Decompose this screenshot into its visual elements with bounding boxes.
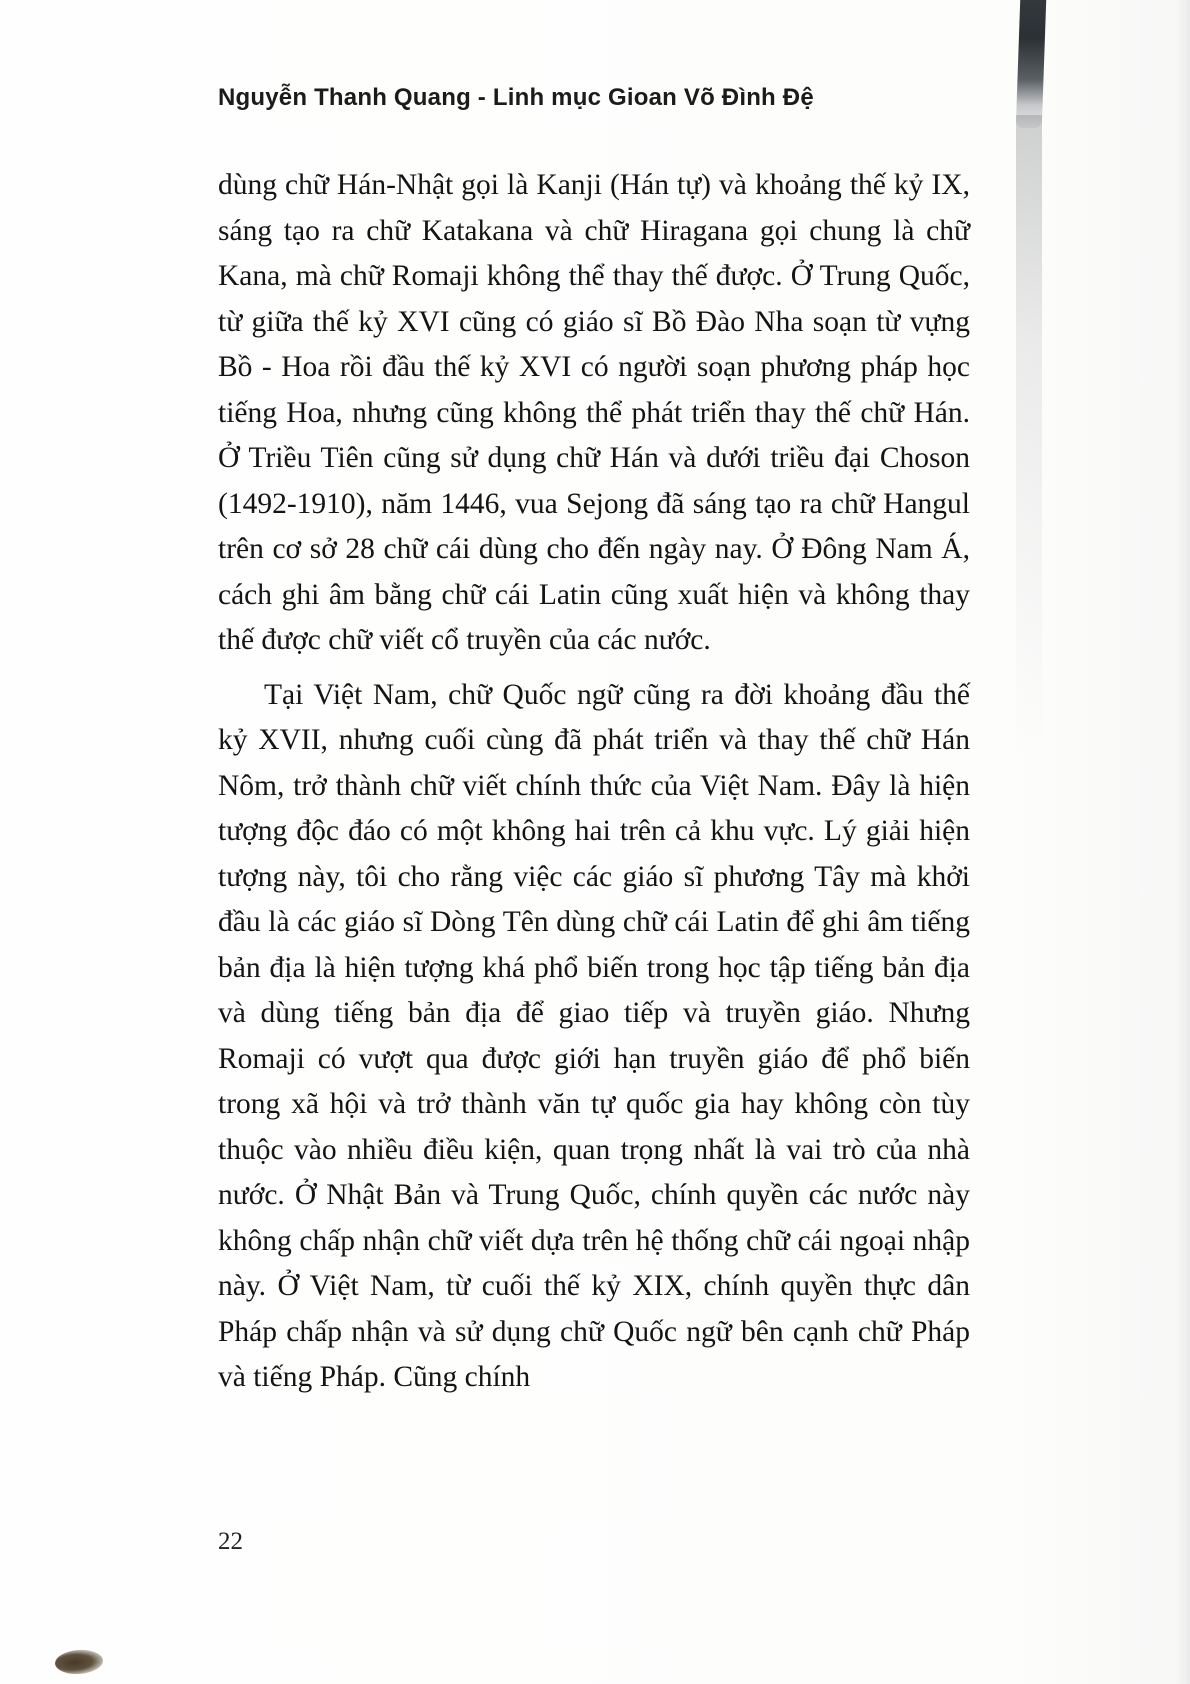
body-text xyxy=(218,163,970,1401)
paragraph-continued: dùng chữ Hán-Nhật gọi là Kanji (Hán tự) và khoảng thế kỷ IX, sáng tạo ra chữ Katakana và chữ Hiragana gọi chung là chữ Kana, mà chữ Romaji không thể thay thế được. Ở Trung Quốc, từ giữa thế kỷ XVI cũng có giáo sĩ Bồ Đào Nha soạn từ vựng Bồ - Hoa rồi đầu thế kỷ XVI có người soạn phương pháp học tiếng Hoa, nhưng cũng không thể phát triển thay thế chữ Hán. Ở Triều Tiên cũng sử dụng chữ Hán và dưới triều đại Choson (1492-1910), năm 1446, vua Sejong đã sáng tạo ra chữ Hangul trên cơ sở 28 chữ cái dùng cho đến ngày nay. Ở Đông Nam Á, cách ghi âm bằng chữ cái Latin cũng xuất hiện và không thay thế được chữ viết cổ truyền của các nước. xyxy=(218,169,970,656)
scan-shadow-page-edge xyxy=(1176,0,1190,1684)
page-number: 22 xyxy=(218,1528,243,1555)
running-header: Nguyễn Thanh Quang - Linh mục Gioan Võ Đình Đệ xyxy=(218,84,814,111)
scan-shadow-right-edge xyxy=(1016,115,1042,755)
scan-smudge-bottom-left xyxy=(54,1648,104,1675)
paragraph: Tại Việt Nam, chữ Quốc ngữ cũng ra đời khoảng đầu thế kỷ XVII, nhưng cuối cùng đã phát triển và thay thế chữ Hán Nôm, trở thành chữ viết chính thức của Việt Nam. Đây là hiện tượng độc đáo có một không hai trên cả khu vực. Lý giải hiện tượng này, tôi cho rằng việc các giáo sĩ phương Tây mà khởi đầu là các giáo sĩ Dòng Tên dùng chữ cái Latin để ghi âm tiếng bản địa là hiện tượng khá phổ biến trong học tập tiếng bản địa và dùng tiếng bản địa để giao tiếp và truyền giáo. Nhưng Romaji có vượt qua được giới hạn truyền giáo để phổ biến trong xã hội và trở thành văn tự quốc gia hay không còn tùy thuộc vào nhiều điều kiện, quan trọng nhất là vai trò của nhà nước. Ở Nhật Bản và Trung Quốc, chính quyền các nước này không chấp nhận chữ viết dựa trên hệ thống chữ cái ngoại nhập này. Ở Việt Nam, từ cuối thế kỷ XIX, chính quyền thực dân Pháp chấp nhận và sử dụng chữ Quốc ngữ bên cạnh chữ Pháp và tiếng Pháp. Cũng chính xyxy=(218,678,970,1393)
scan-artifact-top-right xyxy=(1016,0,1046,128)
